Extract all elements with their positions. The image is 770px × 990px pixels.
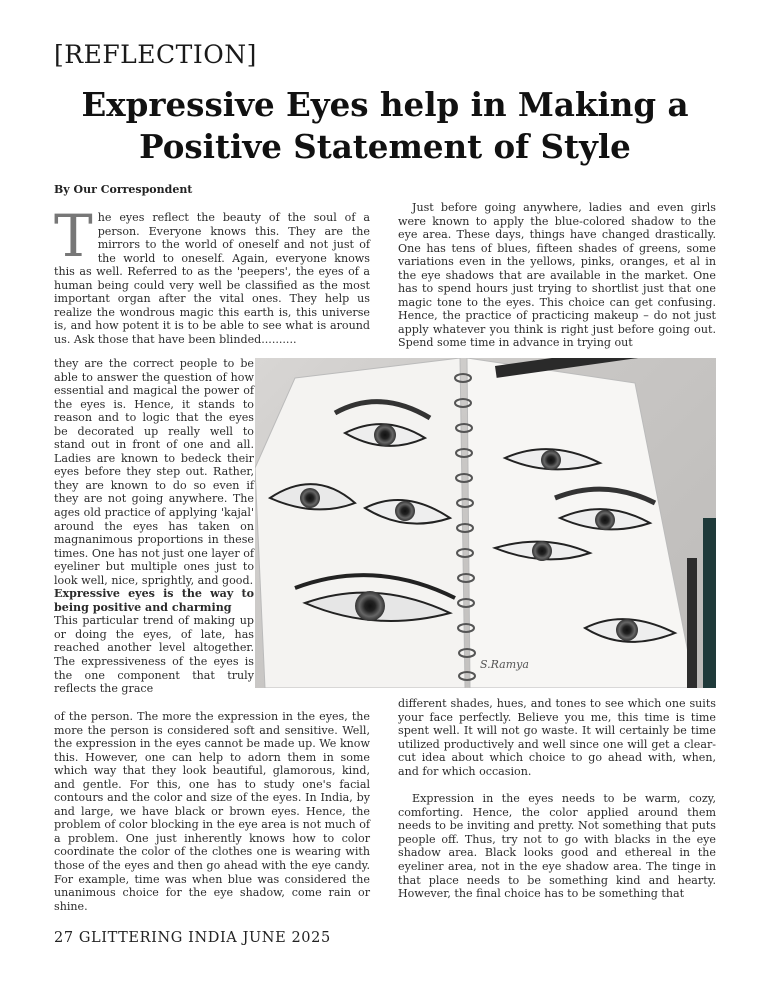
paragraph-expression: of the person. The more the expression in the eyes, the more the person is considered soft and sensitive. Well, the expression in the eyes cannot be made up. We know this. However, one can help to adorn them in some which way that they look beautiful, glamorous, kind, and gentle. For this, one has to study one's facial contours and the color and size of the eyes. In India, by and large, we have black or brown eyes. Hence, the problem of color blocking in the eye area is not much of a problem. One just inherently knows how to color coordinate the color of the clothes one is wearing with those of the eyes and then go ahead with the eye candy. For example, time was when blue was considered the unanimous choice for the eye shadow, come rain or shine. [54, 710, 370, 913]
right-column-top [398, 201, 716, 350]
title-line-1: Expressive Eyes help in Making a [81, 85, 689, 124]
drop-cap: T [54, 202, 93, 270]
sketchbook-eyes-illustration-icon [255, 358, 716, 688]
intro-paragraph: he eyes reflect the beauty of the soul of a person. Everyone knows this. They are the mirrors to the world of oneself and not just of the world to oneself. Again, everyone knows this as well. Referred to as the 'peepers', the eyes of a human being could very well be classified as the most important organ after the vital ones. They help us realize the wondrous magic this earth is, this universe is, and how potent it is to be able to see what is around us. Ask those that have been blinded.......... [54, 211, 370, 346]
left-column-intro [54, 202, 370, 346]
paragraph-trend: This particular trend of making up or doing the eyes, of late, has reached another level altogether. The expressiveness of the eyes is the one component that truly reflects the grace [54, 614, 254, 696]
signature-text: S.Ramya [480, 658, 529, 671]
article-title [40, 84, 730, 168]
section-tag: [REFLECTION] [54, 40, 257, 69]
paragraph-warmth: Expression in the eyes needs to be warm, cozy, comforting. Hence, the color applied around them needs to be inviting and pretty. Not something that puts people off. Thus, try not to go with blacks in the eye shadow area. Black looks good and ethereal in the eyeliner area, not in the eye shadow area. The tinge in that place needs to be something kind and hearty. However, the final choice has to be something that [398, 792, 716, 901]
title-line-2: Positive Statement of Style [139, 127, 631, 166]
left-column-narrow [54, 357, 254, 696]
right-column-bottom [398, 697, 716, 901]
sketchbook-photo [255, 358, 716, 688]
page-footer: 27 GLITTERING INDIA JUNE 2025 [54, 930, 331, 946]
byline: By Our Correspondent [54, 183, 193, 196]
left-column-bottom [54, 710, 370, 913]
paragraph-shades: different shades, hues, and tones to see which one suits your face perfectly. Believe you me, this time is time spent well. It will not go waste. It will certainly be time utilized productively and well since one will get a clear-cut idea about which choice to go ahead with, when, and for which occasion. [398, 697, 716, 778]
subheading: Expressive eyes is the way to being positive and charming [54, 587, 254, 614]
paragraph-kajal: they are the correct people to be able to answer the question of how essential and magical the power of the eyes is. Hence, it stands to reason and to logic that the eyes be decorated up really well to stand out in front of one and all. Ladies are known to bedeck their eyes before they step out. Rather, they are known to do so even if they are not going anywhere. The ages old practice of applying 'kajal' around the eyes has taken on magnanimous proportions in these times. One has not just one layer of eyeliner but multiple ones just to look well, nice, sprightly, and good. [54, 357, 254, 587]
paragraph-blue-shadow: Just before going anywhere, ladies and even girls were known to apply the blue-colored shadow to the eye area. These days, things have changed drastically. One has tens of blues, fifteen shades of greens, some variations even in the yellows, pinks, oranges, et al in the eye shadows that are available in the market. One has to spend hours just trying to shortlist just that one magic tone to the eyes. This choice can get confusing. Hence, the practice of practicing makeup – do not just apply whatever you think is right just before going out. Spend some time in advance in trying out [398, 201, 716, 350]
